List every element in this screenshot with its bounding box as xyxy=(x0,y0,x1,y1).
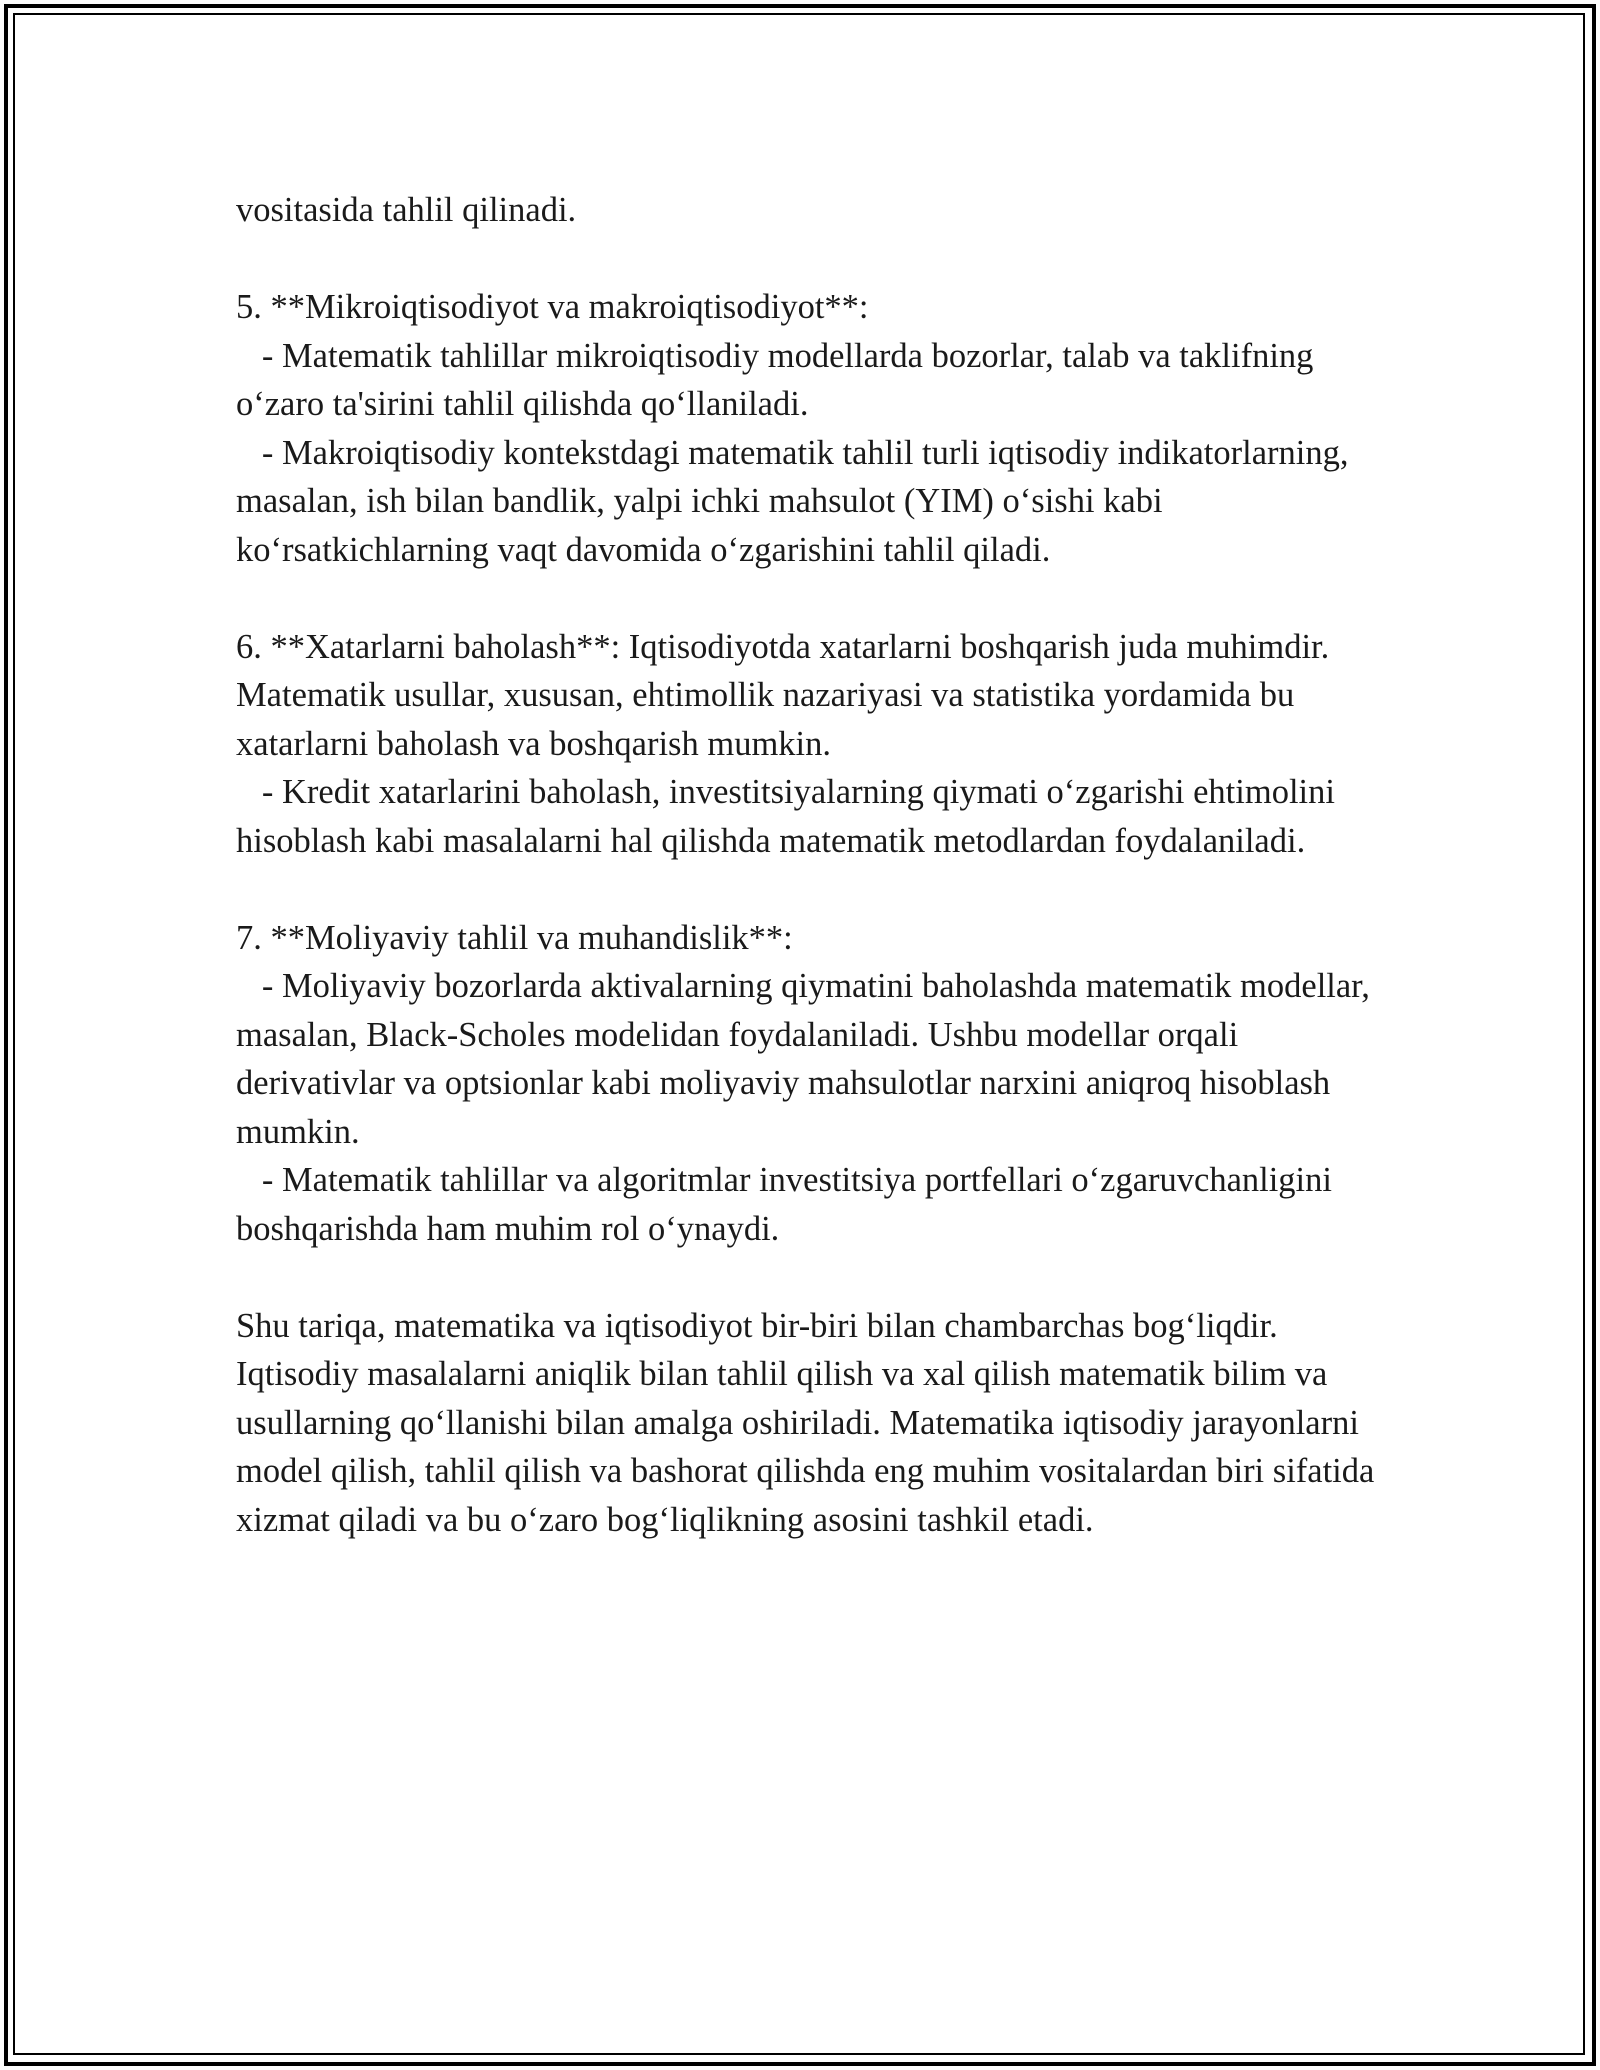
section-7-heading: 7. **Moliyaviy tahlil va muhandislik**: xyxy=(236,918,793,957)
conclusion-paragraph: Shu tariqa, matematika va iqtisodiyot bir-biri bilan chambarchas bog‘liqdir. Iqtisodiy masalalarni aniqlik bilan tahlil qilish va xal qilish matematik bilim va usullarning qo‘llanishi bilan amalga oshiriladi. Matematika iqtisodiy jarayonlarni model qilish, tahlil qilish va bashorat qilishda eng muhim vositalardan biri sifatida xizmat qiladi va bu o‘zaro bog‘liqlikning asosini tashkil etadi. xyxy=(236,1306,1383,1539)
document-body xyxy=(236,186,1386,1544)
section-7-bullet-1: - Moliyaviy bozorlarda aktivalarning qiymatini baholashda matematik modellar, masalan, Black-Scholes modelidan foydalaniladi. Ushbu modellar orqali derivativlar va optsionlar kabi moliyaviy mahsulotlar narxini aniqroq hisoblash mumkin. xyxy=(236,967,1379,1151)
paragraph-gap xyxy=(236,1253,1386,1302)
section-7-bullet-2: - Matematik tahlillar va algoritmlar investitsiya portfellari o‘zgaruvchanligini boshqarishda ham muhim rol o‘ynaydi. xyxy=(236,1161,1341,1248)
paragraph-gap xyxy=(236,574,1386,623)
section-5-bullet-2: - Makroiqtisodiy kontekstdagi matematik tahlil turli iqtisodiy indikatorlarning, masalan, ish bilan bandlik, yalpi ichki mahsulot (YIM) o‘sishi kabi ko‘rsatkichlarning vaqt davomida o‘zgarishini tahlil qiladi. xyxy=(236,433,1358,569)
section-5-bullet-1: - Matematik tahlillar mikroiqtisodiy modellarda bozorlar, talab va taklifning o‘zaro ta'sirini tahlil qilishda qo‘llaniladi. xyxy=(236,336,1323,423)
section-5-heading: 5. **Mikroiqtisodiyot va makroiqtisodiyot**: xyxy=(236,288,869,326)
paragraph-gap xyxy=(236,865,1386,914)
paragraph-gap xyxy=(236,235,1386,284)
section-6-bullet-1: - Kredit xatarlarini baholash, investitsiyalarning qiymati o‘zgarishi ehtimolini hisoblash kabi masalalarni hal qilishda matematik metodlardan foydalaniladi. xyxy=(236,773,1344,860)
section-6-heading: 6. **Xatarlarni baholash**: Iqtisodiyotda xatarlarni boshqarish juda muhimdir. Matematik usullar, xususan, ehtimollik nazariyasi va statistika yordamida bu xatarlarni baholash va boshqarish mumkin. xyxy=(236,627,1338,763)
paragraph-continuation: vositasida tahlil qilinadi. xyxy=(236,191,577,229)
